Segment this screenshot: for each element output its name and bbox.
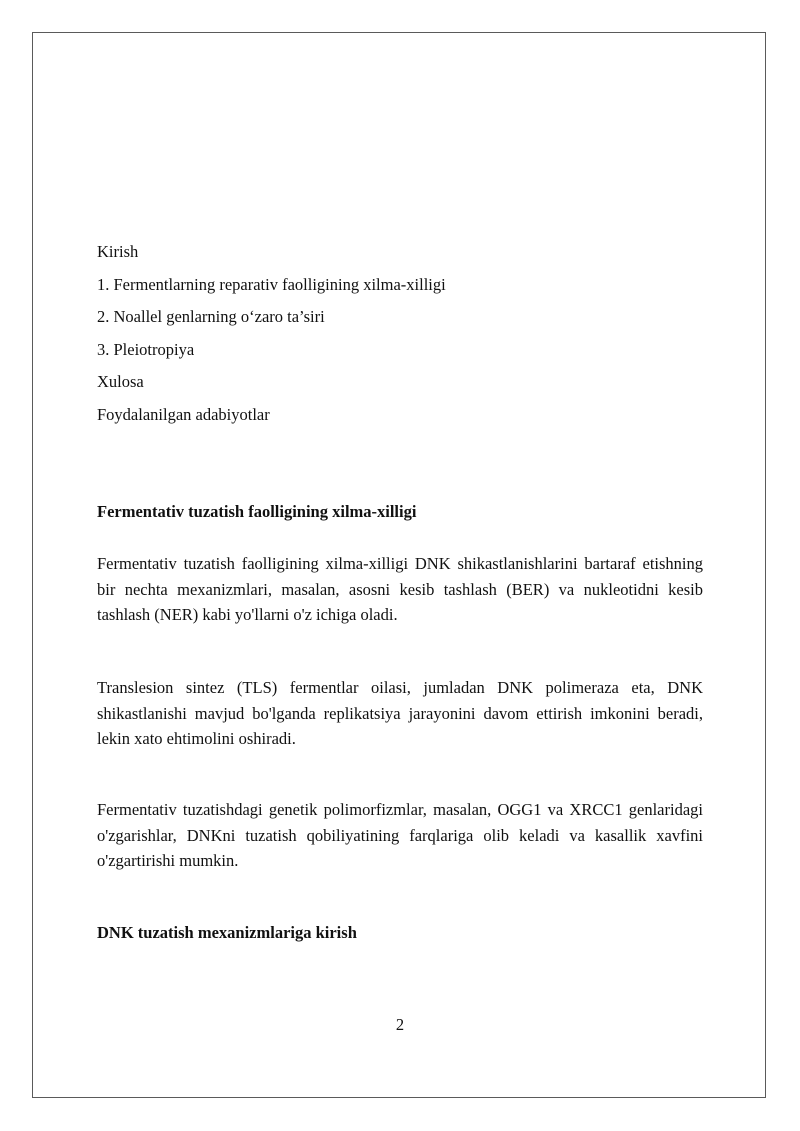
section-heading-repair-activity: Fermentativ tuzatish faolligining xilma-xilligi (97, 502, 417, 521)
toc-item-references: Foydalanilgan adabiyotlar (97, 404, 270, 424)
toc-item-conclusion: Xulosa (97, 372, 144, 391)
toc-item-chapter-1: 1. Fermentlarning reparativ faolligining xilma-xilligi (97, 274, 446, 294)
paragraph-genetic-polymorphisms: Fermentativ tuzatishdagi genetik polimorfizmlar, masalan, OGG1 va XRCC1 genlaridagi o'zgarishlar, DNKni tuzatish qobiliyatining farqlariga olib keladi va kasallik xavfini o'zgartirishi mumkin. (97, 800, 703, 870)
toc-item-chapter-2: 2. Noallel genlarning o‘zaro ta’siri (97, 307, 325, 326)
table-of-contents (97, 242, 717, 437)
toc-item-chapter-3: 3. Pleiotropiya (97, 339, 195, 359)
page-number: 2 (395, 1015, 405, 1034)
paragraph-translesion-synthesis: Translesion sintez (TLS) fermentlar oilasi, jumladan DNK polimeraza eta, DNK shikastlanishi mavjud bo'lganda replikatsiya jarayonini davom ettirish imkonini beradi, lekin xato ehtimolini oshiradi. (97, 678, 703, 748)
paragraph-repair-mechanisms: Fermentativ tuzatish faolligining xilma-xilligi DNK shikastlanishlarini bartaraf etishning bir nechta mexanizmlari, masalan, asosni kesib tashlash (BER) va nukleotidni kesib tashlash (NER) kabi yo'llarni o'z ichiga oladi. (97, 554, 703, 624)
section-heading-dna-repair-intro: DNK tuzatish mexanizmlariga kirish (97, 923, 357, 942)
toc-item-intro: Kirish (97, 242, 139, 261)
